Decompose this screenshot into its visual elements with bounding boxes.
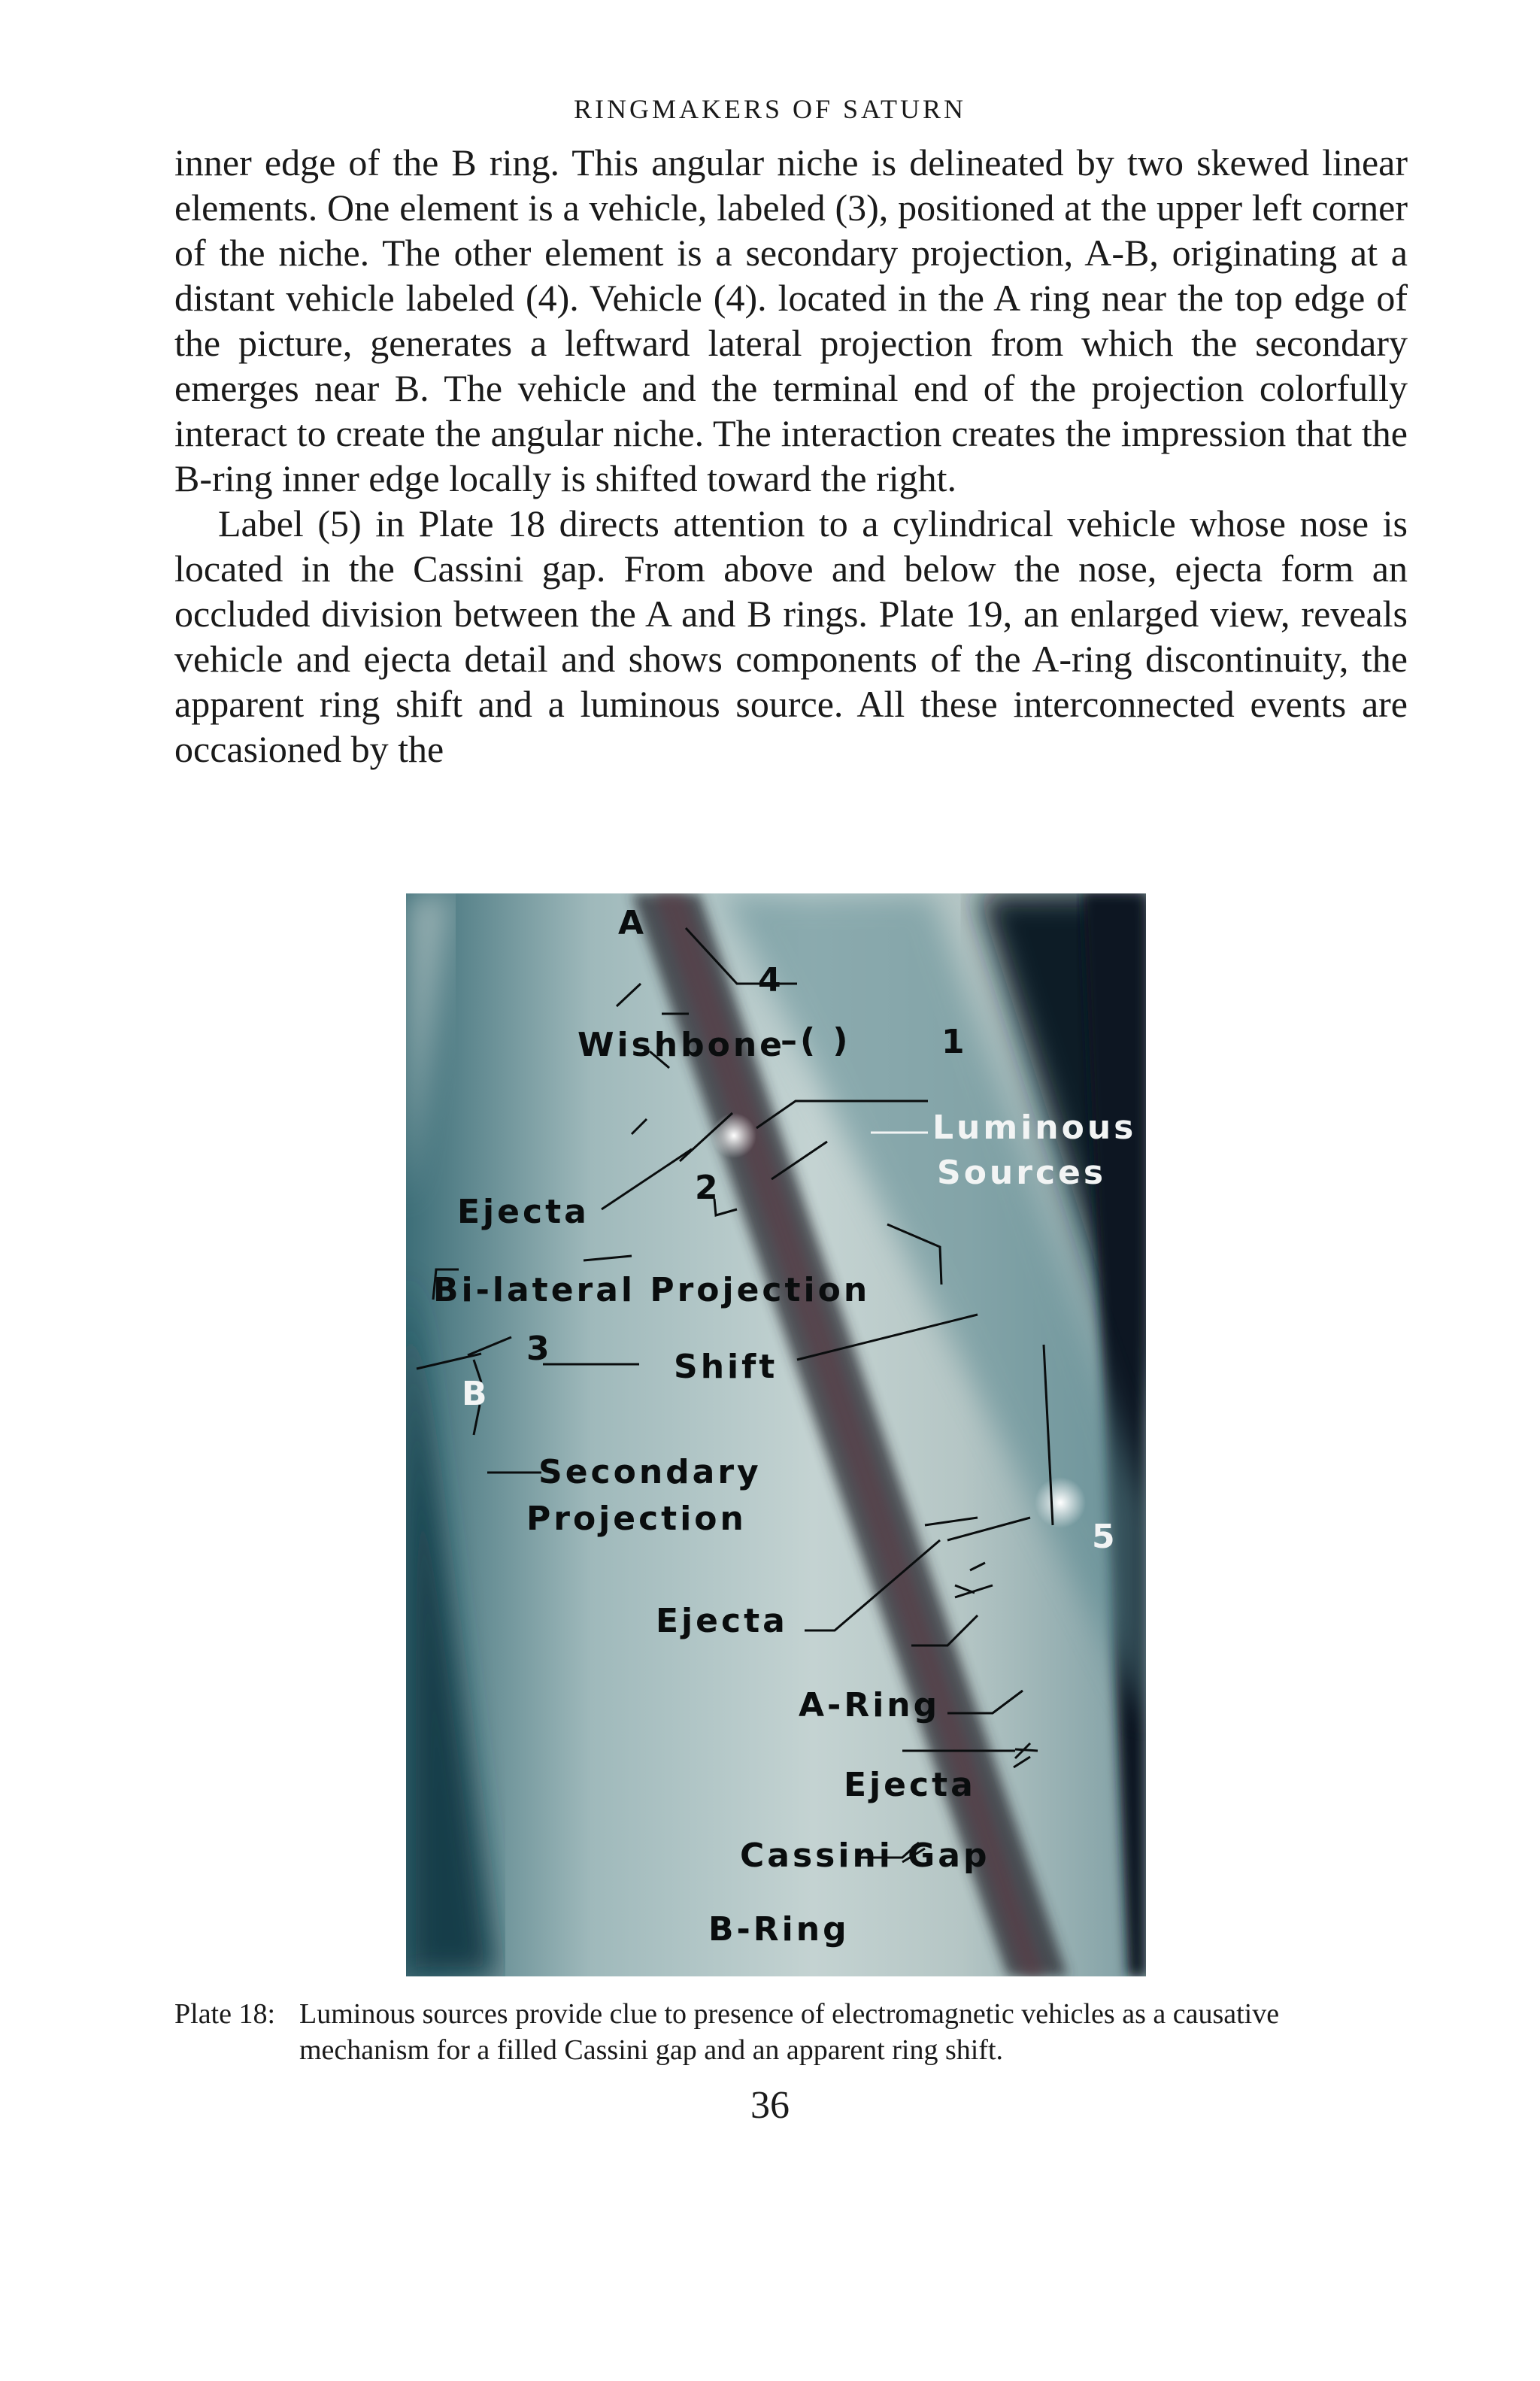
label-1: 1 bbox=[941, 1023, 968, 1061]
label-2: 2 bbox=[695, 1169, 721, 1207]
paragraph: Label (5) in Plate 18 directs attention to a cylindrical vehicle whose nose is located in the Cassini gap. From above and below the nose, ejecta form an occluded division between the A and B rings. Plate 19, an enlarged view, reveals vehicle and ejecta detail and shows components of the A-ring discontinuity, the apparent ring shift and a luminous source. All these interconnected events are occasioned by the bbox=[174, 502, 1408, 770]
label-ejecta-2: Ejecta bbox=[656, 1602, 788, 1640]
running-head: RINGMAKERS OF SATURN bbox=[573, 94, 967, 124]
caption-text: Luminous sources provide clue to presence of electromagnetic vehicles as a causative mechanism for a filled Cassini gap and an apparent ring shift. bbox=[299, 1998, 1280, 2066]
label-5: 5 bbox=[1092, 1518, 1118, 1556]
plate-18-photo bbox=[406, 893, 1146, 1976]
label-sources: Sources bbox=[937, 1154, 1107, 1192]
label-secondary: Secondary bbox=[538, 1453, 762, 1491]
body-text bbox=[174, 140, 1408, 772]
label-bilateral-projection: Bi-lateral Projection bbox=[433, 1271, 871, 1309]
label-ejecta-3: Ejecta bbox=[844, 1766, 976, 1804]
label-a: A bbox=[618, 904, 647, 942]
label-a-ring: A-Ring bbox=[799, 1686, 941, 1724]
label-b-ring: B-Ring bbox=[708, 1910, 850, 1949]
label-luminous: Luminous bbox=[932, 1109, 1137, 1147]
label-shift: Shift bbox=[674, 1348, 778, 1386]
label-wishbone-mark: –( ) bbox=[781, 1021, 851, 1060]
label-3: 3 bbox=[526, 1330, 553, 1368]
label-4: 4 bbox=[758, 961, 784, 999]
plate-caption bbox=[174, 1996, 1408, 2068]
label-cassini-gap: Cassini Gap bbox=[740, 1837, 990, 1875]
page-number: 36 bbox=[750, 2084, 790, 2127]
paragraph: inner edge of the B ring. This angular niche is delineated by two skewed linear elements. One element is a vehicle, labeled (3), positioned at the upper left corner of the niche. The other element is a secondary projection, A-B, originating at a distant vehicle labeled (4). Vehicle (4). located in the A ring near the top edge of the picture, generates a leftward lateral projection from which the secondary emerges near B. The vehicle and the terminal end of the projection colorfully interact to create the angular niche. The interaction creates the impression that the B-ring inner edge locally is shifted toward the right. bbox=[174, 141, 1408, 499]
label-b: B bbox=[462, 1375, 490, 1413]
label-ejecta-1: Ejecta bbox=[457, 1193, 590, 1231]
label-wishbone: Wishbone bbox=[578, 1026, 786, 1064]
caption-label: Plate 18: bbox=[174, 1998, 276, 2030]
label-projection: Projection bbox=[526, 1500, 747, 1538]
